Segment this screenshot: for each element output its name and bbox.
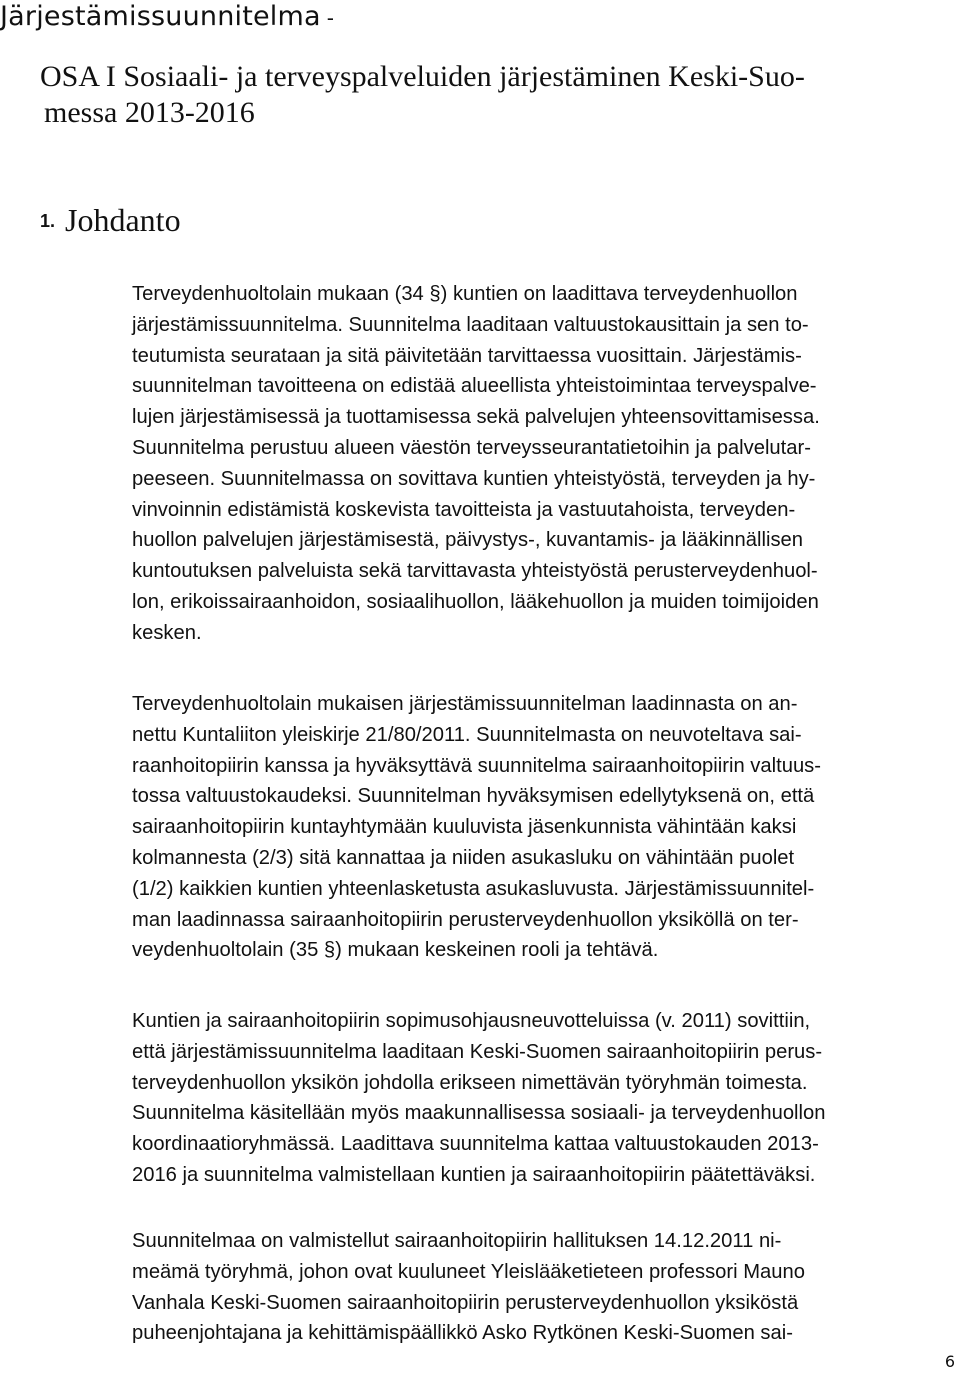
- text-line: Terveydenhuoltolain mukaan (34 §) kuntien on laadittava terveydenhuollon: [132, 283, 798, 305]
- document-title-separator: -: [326, 6, 335, 30]
- text-line: lon, erikoissairaanhoidon, sosiaalihuollon, lääkehuollon ja muiden toimijoiden: [132, 590, 819, 613]
- text-line: kolmannesta (2/3) sitä kannattaa ja niiden asukasluku on vähintään puolet: [132, 846, 795, 869]
- text-line: terveydenhuollon yksikön johdolla erikseen nimettävän työryhmän toimesta.: [132, 1071, 808, 1094]
- text-line: (1/2) kaikkien kuntien yhteenlasketusta asukasluvusta. Järjestämissuunnitel-: [132, 877, 815, 900]
- document-title: [0, 0, 334, 35]
- page-number: 6: [944, 1352, 955, 1371]
- text-line: 2016 ja suunnitelma valmistellaan kuntien ja sairaanhoitopiirin päätettäväksi.: [132, 1163, 816, 1186]
- text-line: Suunnitelma perustuu alueen väestön terveysseurantatietoihin ja palvelutar-: [132, 436, 811, 459]
- text-line: suunnitelman tavoitteena on edistää alueellista yhteistoimintaa terveyspalve-: [132, 375, 817, 398]
- text-line: meämä työryhmä, johon ovat kuuluneet Yleislääketieteen professori Mauno: [132, 1260, 805, 1283]
- document-title-text: Järjestämissuunnitelma: [0, 1, 321, 32]
- section-title: Johdanto: [65, 202, 181, 238]
- text-line: teutumista seurataan ja sitä päivitetään tarvittaessa vuosittain. Järjestämis-: [132, 344, 802, 367]
- text-line: vinvoinnin edistämistä koskevista tavoitteista ja vastuutahoista, terveyden-: [132, 498, 796, 521]
- text-line: Kuntien ja sairaanhoitopiirin sopimusohjausneuvotteluissa (v. 2011) sovittiin,: [132, 1010, 811, 1032]
- text-line: lujen järjestämisessä ja tuottamisessa sekä palvelujen yhteensovittamisessa.: [132, 406, 820, 429]
- section-number: 1.: [40, 211, 56, 231]
- text-line: Terveydenhuoltolain mukaisen järjestämissuunnitelman laadinnasta on an-: [132, 693, 798, 715]
- paragraph-legislation: [132, 689, 952, 966]
- text-line: huollon palvelujen järjestämisestä, päivystys-, kuvantamis- ja lääkinnällisen: [132, 529, 803, 552]
- paragraph-working-group: [132, 1226, 952, 1349]
- text-line: järjestämissuunnitelma. Suunnitelma laaditaan valtuustokausittain ja sen to-: [132, 313, 809, 336]
- part-heading: [40, 60, 805, 130]
- text-line: kuntoutuksen palveluista sekä tarvittavasta yhteistyöstä perusterveydenhuol-: [132, 560, 818, 583]
- text-line: peeseen. Suunnitelmassa on sovittava kuntien yhteistyöstä, terveyden ja hy-: [132, 467, 816, 490]
- text-line: sairaanhoitopiirin kuntayhtymään kuuluvista jäsenkunnista vähintään kaksi: [132, 816, 797, 839]
- part-heading-line: OSA I Sosiaali- ja terveyspalveluiden järjestäminen Keski-Suo-: [40, 60, 805, 93]
- paragraph-negotiations: [132, 1006, 952, 1191]
- part-heading-line: messa 2013-2016: [44, 96, 255, 129]
- section-heading: [40, 200, 181, 241]
- text-line: raanhoitopiirin kanssa ja hyväksyttävä suunnitelma sairaanhoitopiirin valtuus-: [132, 754, 821, 777]
- text-line: Suunnitelmaa on valmistellut sairaanhoitopiirin hallituksen 14.12.2011 ni-: [132, 1230, 782, 1252]
- paragraph-intro: [132, 279, 952, 649]
- text-line: Suunnitelma käsitellään myös maakunnallisessa sosiaali- ja terveydenhuollon: [132, 1102, 826, 1125]
- text-line: tossa valtuustokaudeksi. Suunnitelman hyväksymisen edellytyksenä on, että: [132, 785, 815, 808]
- text-line: man laadinnassa sairaanhoitopiirin perusterveydenhuollon yksiköllä on ter-: [132, 908, 799, 931]
- text-line: että järjestämissuunnitelma laaditaan Keski-Suomen sairaanhoitopiirin perus-: [132, 1040, 823, 1063]
- text-line: puheenjohtajana ja kehittämispäällikkö Asko Rytkönen Keski-Suomen sai-: [132, 1322, 793, 1345]
- text-line: koordinaatioryhmässä. Laadittava suunnitelma kattaa valtuustokauden 2013-: [132, 1133, 819, 1156]
- text-line: kesken.: [132, 621, 202, 644]
- text-line: Vanhala Keski-Suomen sairaanhoitopiirin perusterveydenhuollon yksiköstä: [132, 1291, 799, 1314]
- text-line: veydenhuoltolain (35 §) mukaan keskeinen rooli ja tehtävä.: [132, 939, 659, 962]
- text-line: nettu Kuntaliiton yleiskirje 21/80/2011. Suunnitelmasta on neuvoteltava sai-: [132, 723, 802, 746]
